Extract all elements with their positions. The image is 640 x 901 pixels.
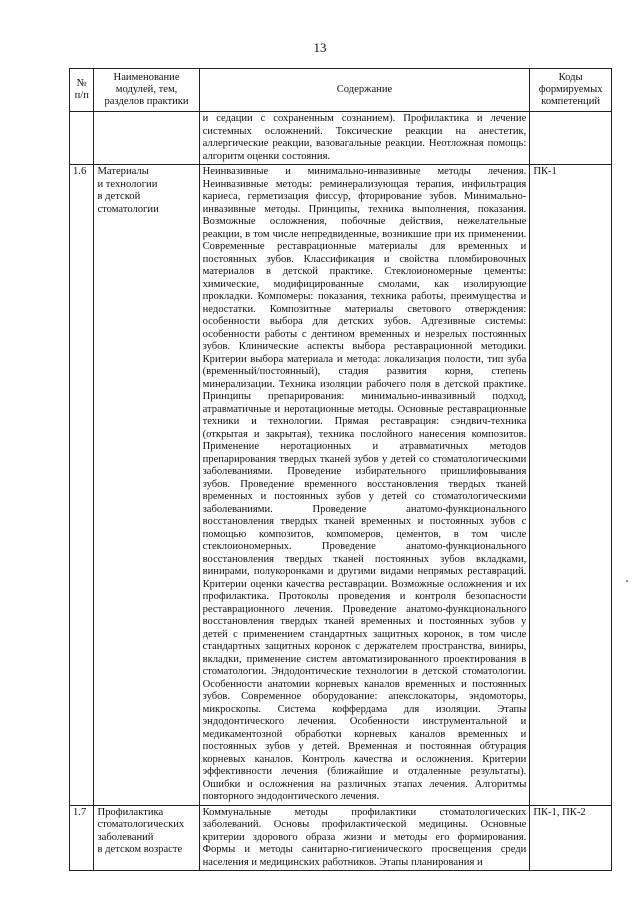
- content-line: Применение неротационных и атравматичных методов: [202, 441, 527, 452]
- module-name-line: Профилактика: [97, 806, 164, 818]
- curriculum-table: [69, 68, 612, 871]
- content-line: стандартных защитных коронок с держателем пространства, виниры,: [202, 641, 527, 652]
- module-name-line: в детской: [97, 191, 141, 202]
- content-line: стеклоиономерных. Проведение анатомо-функционального: [202, 541, 527, 552]
- content-line: алгоритм оценки состояния.: [202, 150, 331, 162]
- content-line: зубов. Проведение временного восстановления твердых тканей: [202, 478, 527, 490]
- content-line: Особенности анатомии корневых каналов временных и постоянных: [202, 678, 527, 690]
- content-line: прокладки. Компомеры: показания, техника работы, преимущества и: [202, 291, 527, 302]
- module-name-line: в детском возрасте: [97, 844, 183, 855]
- module-name-line: Материалы: [97, 166, 149, 177]
- page-number: 13: [313, 40, 327, 55]
- content-line: Формы и методы санитарно-гигиенического просвещения среди: [202, 844, 527, 855]
- module-name-line: заболеваний: [97, 831, 154, 843]
- content-line: материалов в детской практике. Стеклоиономерные цементы:: [202, 266, 527, 277]
- content-text: [199, 112, 530, 165]
- row-number: 1.6: [70, 165, 94, 806]
- content-line: Коммунальные методы профилактики стоматологических: [202, 806, 527, 818]
- table-row: [70, 112, 612, 165]
- content-line: (открытая и закрытая), техника послойного нанесения композитов.: [202, 428, 527, 440]
- table-row: [70, 805, 612, 871]
- margin-mark: [626, 580, 628, 582]
- competency-codes: ПК-1, ПК-2: [530, 805, 612, 871]
- content-line: корневых каналов. Контроль качества и осложнения. Критерии: [202, 753, 527, 765]
- content-line: реставрационного лечения. Проведение анатомо-функционального: [202, 603, 527, 615]
- module-name: [94, 165, 199, 806]
- header-content: Содержание: [199, 69, 530, 112]
- table-body: [70, 112, 612, 871]
- content-line: временных и постоянных зубов у детей со стоматологическими: [202, 491, 527, 502]
- content-line: повторного эндодонтического лечения.: [202, 791, 380, 802]
- module-name: [94, 112, 199, 165]
- content-line: Ошибки и осложнения на различных этапах лечения. Алгоритмы: [202, 778, 527, 790]
- content-line: винирами, полукоронками и другими видами непрямых реставраций.: [202, 566, 527, 577]
- content-line: восстановления твердых тканей постоянных зубов вкладками,: [202, 553, 527, 565]
- content-line: восстановления твердых тканей временных и постоянных зубов с: [202, 516, 527, 527]
- content-line: Неинвазивные методы: реминерализующая терапия, инфильтрация: [202, 178, 527, 190]
- competency-codes: [530, 112, 612, 165]
- content-line: заболеваниями. Проведение анатомо-функционального: [202, 503, 527, 515]
- content-line: постоянных зубов у детей. Временная и постоянная обтурация: [202, 741, 527, 752]
- row-number: 1.7: [70, 805, 94, 871]
- content-line: недостатки. Композитные материалы светового отверждения:: [202, 303, 527, 315]
- content-line: (временный/постоянный), стадия развития корня, степень: [202, 366, 527, 377]
- row-number: [70, 112, 94, 165]
- content-line: Критерии выбора материала и метода: локализация полости, тип зуба: [202, 353, 527, 365]
- content-line: заболеваниями. Проведение избирательного пришлифовывания: [202, 466, 527, 477]
- content-line: техники и технологии. Прямая реставрация: сэндвич-техника: [202, 416, 527, 427]
- content-line: химические, модифицированные смолами, как изолирующие: [202, 278, 527, 290]
- content-line: постоянных зубов. Классификация и свойства пломбировочных: [202, 253, 527, 265]
- content-line: особенности работы с дентином временных и незрелых постоянных: [202, 328, 527, 340]
- content-line: микроскопы. Система коффердама для изоляции. Этапы: [202, 703, 527, 715]
- content-line: Принципы препарирования: минимально-инвазивный подход,: [202, 391, 527, 402]
- content-line: медикаментозной обработки корневых каналов временных и: [202, 728, 527, 740]
- content-line: Неинвазивные и минимально-инвазивные методы лечения.: [202, 166, 527, 177]
- content-line: заболеваний. Основы профилактической медицины. Основные: [202, 819, 527, 830]
- content-line: помощью композитов, компомеров, цементов, в том числе: [202, 528, 527, 540]
- content-line: вкладки, применение систем автоматизированного проектирования в: [202, 653, 527, 665]
- module-name-line: стоматологических: [97, 819, 185, 830]
- header-codes: Коды формируемых компетенций: [530, 69, 612, 112]
- content-line: стоматологии. Эндодонтические технологии в детской стоматологии.: [202, 666, 527, 677]
- content-line: зубов. Современное оборудование: апекслокаторы, эндомоторы,: [202, 691, 527, 702]
- module-name-line: стоматологии: [97, 203, 159, 215]
- content-line: эффективности лечения (ближайшие и отдаленные результаты).: [202, 766, 527, 777]
- content-line: эндодонтического лечения. Особенности инструментальной и: [202, 716, 527, 727]
- table-row: [70, 165, 612, 806]
- content-line: кариеса, герметизация фиссур, фторирование зубов. Минимально-: [202, 191, 527, 202]
- content-line: Критерии оценки качества реставрации. Возможные осложнения и их: [202, 578, 527, 590]
- content-line: зубов. Клинические аспекты выбора реставрационной методики.: [202, 341, 527, 352]
- competency-codes: ПК-1: [530, 165, 612, 806]
- content-text: [199, 165, 530, 806]
- content-line: инвазивные методы. Принципы, техника выполнения, показания.: [202, 203, 527, 215]
- content-line: Возможные осложнения, побочные действия, нежелательные: [202, 216, 527, 227]
- content-line: аллергические реакции, вазовагальные реакции. Неотложная помощь:: [202, 138, 527, 149]
- content-line: реакции, в том числе непредвиденные, возникшие при их применении.: [202, 228, 527, 240]
- header-module: Наименование модулей, тем, разделов практики: [94, 69, 199, 112]
- header-num: № п/п: [70, 69, 94, 112]
- content-line: профилактика. Протоколы проведения и контроля безопасности: [202, 591, 527, 602]
- table-header-row: [70, 69, 612, 112]
- content-line: детей с применением стандартных защитных коронок, в том числе: [202, 628, 527, 640]
- content-line: минерализации. Техника изоляции рабочего поля в детской практике.: [202, 378, 527, 390]
- content-line: критерии здорового образа жизни и методы его формирования.: [202, 831, 527, 843]
- content-line: населения и медицинских работников. Этапы планирования и: [202, 856, 483, 868]
- module-name: [94, 805, 199, 871]
- content-line: и седации с сохраненным сознанием). Профилактика и лечение: [202, 113, 527, 124]
- content-line: восстановления твердых тканей временных и постоянных зубов у: [202, 616, 527, 627]
- content-line: особенности выбора для детских зубов. Адгезивные системы:: [202, 316, 527, 327]
- content-line: Современные реставрационные материалы для временных и: [202, 241, 527, 252]
- module-name-line: и технологии: [97, 178, 158, 190]
- content-line: атравматичные и неротационные методы. Основные реставрационные: [202, 403, 527, 415]
- content-text: [199, 805, 530, 871]
- content-line: препарирования твердых тканей зубов у детей со стоматологическими: [202, 453, 527, 465]
- content-line: системных осложнений. Токсические реакции на анестетик,: [202, 125, 527, 137]
